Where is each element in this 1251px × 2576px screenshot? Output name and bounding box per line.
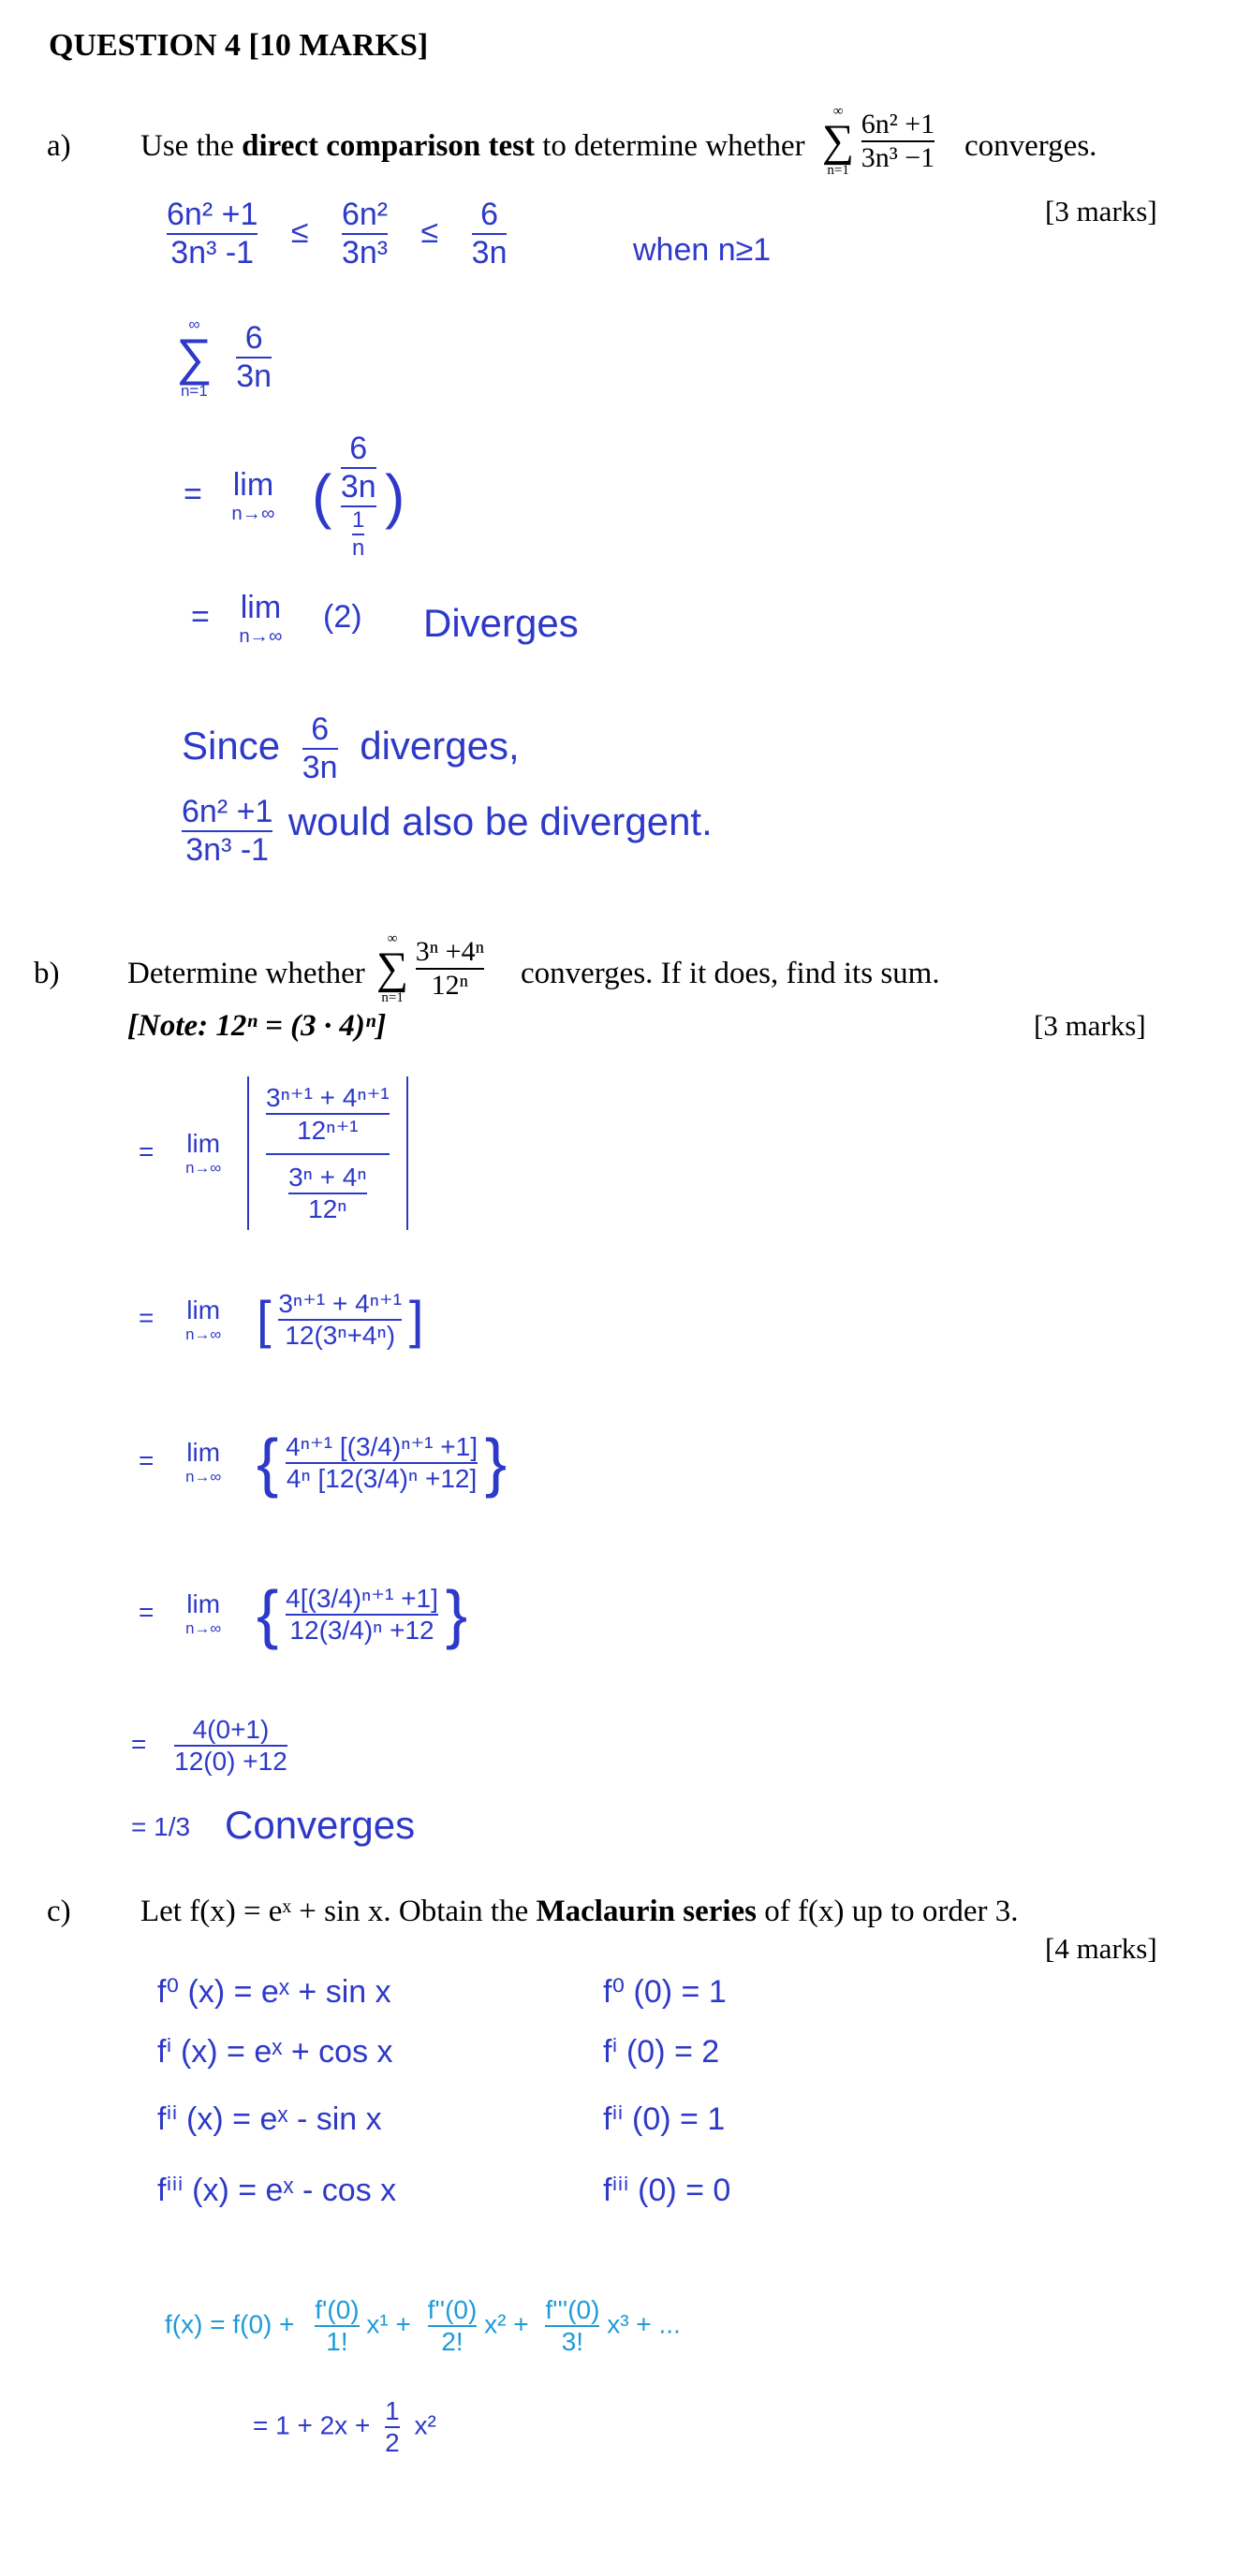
part-a-series-fraction — [861, 109, 935, 174]
part-a-prompt-bold: direct comparison test — [242, 129, 535, 163]
ineq-frac-2 — [342, 197, 388, 271]
limit-2 — [239, 590, 282, 648]
sigma-glyph: ∑ — [176, 329, 213, 386]
part-b-sum-bottom: n=1 — [381, 990, 404, 1005]
part-b-sum-top: ∞ — [387, 931, 398, 946]
lim-sub: n→∞ — [185, 1159, 222, 1177]
maclaurin-series — [165, 2295, 681, 2357]
ratio-step-1-bottom — [288, 1163, 366, 1224]
part-c-prompt — [140, 1895, 1019, 1929]
ratio-small-num: 1 — [352, 507, 365, 533]
part-b-sigma — [376, 932, 408, 1005]
conclusion-statement — [182, 794, 713, 869]
conclusion-frac-den: 3n³ -1 — [185, 832, 270, 868]
series-term-1-num: f'(0) — [315, 2295, 360, 2324]
part-b-prompt-post: converges. If it does, find its sum. — [521, 957, 940, 990]
limit-1-sub: n→∞ — [231, 504, 275, 524]
paren-close: ) — [385, 462, 405, 530]
part-c-prompt-post: of f(x) up to order 3. — [757, 1895, 1019, 1928]
series-term-2-x: x² + — [484, 2309, 529, 2339]
limit-result-step — [191, 590, 362, 648]
part-c-prompt-bold: Maclaurin series — [536, 1895, 758, 1928]
since-text: Since — [182, 724, 281, 768]
value-2: fⁱⁱ (0) = 1 — [603, 2101, 726, 2137]
converges-label: Converges — [225, 1803, 416, 1847]
diverges-label: Diverges — [423, 601, 579, 645]
part-a-marks: [3 marks] — [1045, 195, 1157, 227]
series-term-2-num: f''(0) — [427, 2295, 478, 2324]
part-c-prompt-pre: Let f(x) = eˣ + sin x. Obtain the — [140, 1895, 537, 1928]
ineq-frac-3-den: 3n — [471, 235, 508, 271]
part-b-series — [376, 932, 484, 1005]
result-frac — [385, 2396, 400, 2458]
result-pre: = 1 + 2x + — [253, 2410, 371, 2440]
value-0: f⁰ (0) = 1 — [603, 1974, 727, 2010]
ratio-mid: 3n — [340, 469, 376, 505]
lim-text: lim — [186, 1129, 221, 1158]
ratio-step-2-frac — [278, 1288, 402, 1351]
ratio-step-3-frac — [286, 1431, 478, 1494]
ratio-step-1-top-den: 12ⁿ⁺¹ — [297, 1116, 359, 1145]
since-frac — [302, 711, 338, 786]
absolute-value-bars — [247, 1076, 408, 1230]
equals: = — [184, 476, 202, 512]
ineq-frac-3-num: 6 — [480, 197, 499, 232]
ratio-step-5-den: 12(0) +12 — [174, 1747, 287, 1776]
comparison-sum-frac — [236, 320, 272, 395]
ratio-step-1 — [139, 1076, 408, 1230]
lim-text: lim — [186, 1438, 221, 1467]
comparison-sum-den: 3n — [236, 359, 272, 395]
series-term-2-frac — [428, 2295, 478, 2357]
equals: = — [139, 1597, 155, 1627]
equals: = — [139, 1136, 155, 1166]
equals: = — [139, 1445, 155, 1475]
ratio-step-1-top-num: 3ⁿ⁺¹ + 4ⁿ⁺¹ — [266, 1083, 390, 1112]
lim-sub: n→∞ — [185, 1619, 222, 1637]
ratio-step-4-frac — [286, 1583, 438, 1646]
part-a-label: a) — [47, 129, 71, 163]
ratio-step-2-den: 12(3ⁿ+4ⁿ) — [285, 1321, 396, 1350]
conclusion-frac-num: 6n² +1 — [182, 794, 273, 829]
comparison-sum — [176, 316, 272, 399]
part-b-series-fraction — [416, 936, 484, 1002]
part-b-marks: [3 marks] — [1034, 1009, 1146, 1042]
since-frac-den: 3n — [302, 750, 338, 785]
series-term-3-frac — [545, 2295, 599, 2357]
ratio-step-1-frac — [266, 1082, 390, 1224]
ratio-step-4-num: 4[(3/4)ⁿ⁺¹ +1] — [286, 1583, 438, 1613]
result-frac-den: 2 — [385, 2428, 400, 2457]
ratio-fraction — [341, 431, 376, 562]
part-b-series-den: 12ⁿ — [431, 970, 469, 1001]
comparison-sum-bottom: n=1 — [180, 382, 208, 401]
sigma-glyph: ∑ — [822, 116, 855, 166]
series-lhs: f(x) = f(0) + — [165, 2309, 295, 2339]
derivative-0: f⁰ (x) = eˣ + sin x — [157, 1974, 391, 2010]
equals: = — [131, 1729, 147, 1759]
ratio-step-1-bot-num: 3ⁿ + 4ⁿ — [288, 1163, 367, 1192]
comparison-sum-top: ∞ — [188, 315, 200, 333]
derivative-3: fⁱⁱⁱ (x) = eˣ - cos x — [157, 2173, 397, 2208]
value-1: fⁱ (0) = 2 — [603, 2034, 720, 2070]
ineq-le-2: ≤ — [420, 213, 439, 250]
ratio-step-3-num: 4ⁿ⁺¹ [(3/4)ⁿ⁺¹ +1] — [286, 1431, 478, 1461]
ratio-step-2-lim — [185, 1295, 221, 1344]
part-a-series-den: 3n³ −1 — [861, 142, 935, 173]
series-term-3-num: f'''(0) — [545, 2295, 600, 2324]
brace-open: { — [257, 1577, 279, 1650]
part-a-inequality — [167, 197, 507, 271]
since-post: diverges, — [360, 724, 520, 768]
ratio-step-1-top — [266, 1082, 390, 1146]
part-b-label: b) — [34, 957, 60, 990]
lim-sub: n→∞ — [185, 1325, 222, 1343]
part-a-sigma — [822, 105, 854, 178]
ratio-small-frac — [352, 507, 364, 562]
limit-comparison-step — [184, 431, 405, 562]
equals: = — [191, 598, 210, 635]
when-condition: when n≥1 — [633, 232, 772, 268]
ineq-frac-3 — [472, 197, 508, 271]
ratio-step-4-den: 12(3/4)ⁿ +12 — [289, 1615, 434, 1645]
ratio-step-5 — [131, 1715, 287, 1777]
brace-close: } — [445, 1577, 468, 1650]
ratio-step-3-lim — [185, 1438, 221, 1486]
part-a-sum-top: ∞ — [832, 104, 844, 119]
conclusion-frac — [182, 794, 272, 869]
lim-sub: n→∞ — [185, 1468, 222, 1486]
series-term-1-den: 1! — [326, 2327, 348, 2356]
bracket-open: [ — [257, 1290, 272, 1349]
part-c-marks: [4 marks] — [1045, 1932, 1157, 1965]
brace-close: } — [484, 1426, 508, 1499]
part-b-prompt-pre: Determine whether — [127, 957, 365, 990]
ratio-step-2 — [139, 1288, 423, 1351]
ratio-result: = 1/3 — [131, 1812, 191, 1841]
lim-text: lim — [186, 1295, 221, 1325]
since-statement — [182, 711, 520, 786]
result-frac-num: 1 — [385, 2396, 400, 2425]
derivative-1: fⁱ (x) = eˣ + cos x — [157, 2034, 393, 2070]
comparison-sigma — [176, 316, 213, 399]
ratio-step-5-num: 4(0+1) — [192, 1715, 270, 1744]
maclaurin-result — [253, 2396, 436, 2458]
ratio-step-3-den: 4ⁿ [12(3/4)ⁿ +12] — [286, 1463, 478, 1493]
series-term-1-frac — [315, 2295, 359, 2357]
ratio-step-1-bot-den: 12ⁿ — [308, 1194, 347, 1223]
ratio-step-1-lim — [185, 1129, 221, 1178]
comparison-sum-num: 6 — [244, 320, 263, 357]
sigma-glyph: ∑ — [376, 944, 409, 993]
part-b-note: [Note: 12ⁿ = (3 · 4)ⁿ] — [127, 1009, 387, 1043]
part-a-prompt-pre: Use the — [140, 129, 243, 163]
part-a-sum-bottom: n=1 — [827, 163, 849, 178]
lim-text: lim — [186, 1589, 221, 1618]
part-b-series-num: 3ⁿ +4ⁿ — [415, 936, 485, 967]
ratio-small-den: n — [352, 535, 365, 561]
ineq-frac-1-den: 3n³ -1 — [170, 235, 255, 271]
ratio-num: 6 — [349, 431, 368, 466]
value-3: fⁱⁱⁱ (0) = 0 — [603, 2173, 731, 2208]
bracket-close: ] — [408, 1290, 424, 1349]
conclusion-text: would also be divergent. — [287, 799, 713, 844]
since-frac-num: 6 — [311, 711, 330, 747]
part-a-prompt-post: to determine whether — [534, 129, 805, 163]
ratio-step-4 — [139, 1576, 467, 1651]
ineq-frac-1-num: 6n² +1 — [167, 197, 258, 232]
limit-2-sub: n→∞ — [239, 626, 283, 647]
part-a-prompt — [140, 129, 805, 164]
equals: = — [139, 1302, 155, 1332]
series-term-3-den: 3! — [561, 2327, 584, 2356]
series-term-1-x: x¹ + — [366, 2309, 411, 2339]
derivative-2: fⁱⁱ (x) = eˣ - sin x — [157, 2101, 382, 2137]
limit-2-value: (2) — [323, 598, 362, 635]
part-c-label: c) — [47, 1895, 71, 1928]
result-post: x² — [414, 2410, 436, 2440]
ineq-frac-2-num: 6n² — [341, 197, 389, 232]
series-term-2-den: 2! — [441, 2327, 464, 2356]
question-title: QUESTION 4 [10 MARKS] — [49, 28, 429, 63]
ratio-step-3 — [139, 1425, 507, 1500]
limit-2-text: lim — [240, 590, 282, 625]
part-a-series — [822, 105, 935, 178]
ratio-step-5-frac — [174, 1715, 287, 1777]
series-term-3-x: x³ + ... — [607, 2309, 681, 2339]
ineq-frac-1 — [167, 197, 258, 271]
ineq-frac-2-den: 3n³ — [341, 235, 389, 271]
part-a-prompt-end: converges. — [964, 129, 1097, 163]
paren-open: ( — [312, 462, 332, 530]
brace-open: { — [257, 1426, 279, 1499]
ineq-le-1: ≤ — [290, 213, 309, 250]
limit-1 — [231, 467, 274, 525]
part-a-series-num: 6n² +1 — [861, 109, 935, 139]
limit-1-text: lim — [232, 467, 274, 503]
ratio-step-2-num: 3ⁿ⁺¹ + 4ⁿ⁺¹ — [278, 1289, 403, 1318]
ratio-step-4-lim — [185, 1589, 221, 1638]
